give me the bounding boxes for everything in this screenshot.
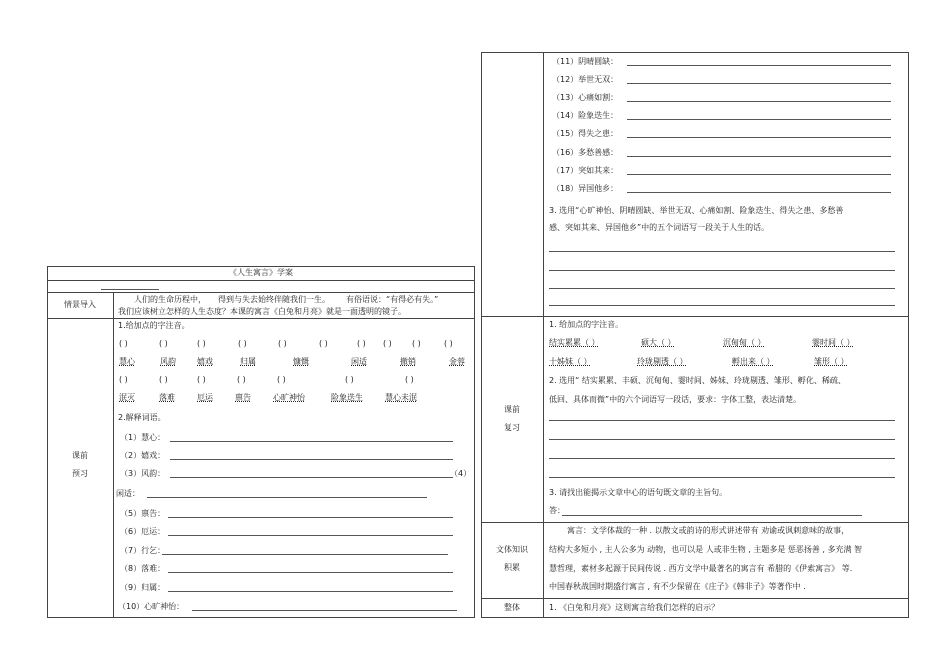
intro-text: 有俗语说：“有得必有失。” [346,295,439,304]
answer-line[interactable] [627,137,891,138]
term-label: （18）异国他乡： [552,184,619,193]
review-question-2: 2. 选用“ 结实累累、丰硕、沉甸甸、霎时间、姊妹、玲珑剔透、雏形、孵化、稀疏、 [549,376,846,385]
genre-text: 中国春秋战国时期盛行寓言 , 有不少保留在《庄子》《韩非子》等著作中 . [549,582,806,591]
writing-line[interactable] [549,305,895,306]
review-label: 课前 [504,405,520,414]
answer-line[interactable] [627,192,891,193]
pinyin-blank[interactable]: ( ) [405,375,414,384]
vocab-word: 禀告 [235,393,251,402]
answer-line[interactable] [168,591,453,592]
vocab-word: 风韵 [160,357,176,366]
pinyin-item[interactable]: 玲珑剔透（ ） [637,357,688,366]
term-label: 闲适： [116,489,140,498]
pinyin-item[interactable]: 结实累累（ ） [549,338,600,347]
answer-line[interactable] [168,517,453,518]
vocab-word: 心旷神怡 [273,393,305,402]
page-title: 《人生寓言》学案 [229,268,293,277]
question-3: 感、突如其来、异国他乡”中的五个词语写一段关于人生的话。 [549,223,770,232]
vocab-word: 泯灭 [119,393,135,402]
answer-line[interactable] [627,174,891,175]
term-label: （10）心旷神怡： [118,602,185,611]
writing-line[interactable] [549,251,895,252]
term-label: （15）得失之患： [552,129,619,138]
writing-line[interactable] [549,288,895,289]
pinyin-blank[interactable]: ( ) [119,375,128,384]
divider [481,522,909,523]
term-number: （4） [450,469,472,478]
answer-line[interactable] [168,572,453,573]
pinyin-item[interactable]: 雏形（ ） [814,357,849,366]
vocab-word: 金蓉 [449,357,465,366]
term-label: （2）嬉戏： [120,451,166,460]
pinyin-blank[interactable]: ( ) [159,339,168,348]
answer-label: 答： [549,506,565,515]
vocab-word: 慷慨 [293,357,309,366]
term-label: （14）险象迭生： [552,111,619,120]
pinyin-blank[interactable]: ( ) [238,339,247,348]
genre-label: 积累 [504,563,520,572]
term-label: （12）举世无双： [552,75,619,84]
intro-text: 人们的生命历程中， [134,295,206,304]
genre-text: 慧哲理，素材多起源于民间传说 . 西方文学中最著名的寓言有 希腊的《伊索寓言》 等. [549,564,853,573]
answer-line[interactable] [192,610,457,611]
vocab-word: 归属 [240,357,256,366]
review-question-1: 1. 给加点的字注音。 [549,320,624,329]
term-label: （1）慧心： [120,433,166,442]
pinyin-blank[interactable]: ( ) [412,339,421,348]
vocab-word: 险象迭生 [331,393,363,402]
term-label: （3）风韵： [120,469,166,478]
whole-question-1: 1. 《白兔和月亮》这则寓言给我们怎样的启示？ [549,603,720,612]
term-label: （6）厄运： [120,527,166,536]
preview-label: 课前 [72,451,88,460]
pinyin-blank[interactable]: ( ) [357,339,366,348]
pinyin-item[interactable]: 十姊妹（ ） [549,357,592,366]
question-2: 2.解释词语。 [118,413,166,422]
blank-line [101,289,159,290]
answer-line[interactable] [627,65,891,66]
term-label: （16）多愁善感： [552,148,619,157]
question-1: 1.给加点的字注音。 [118,321,190,330]
vocab-word: 闲适 [351,357,367,366]
pinyin-blank[interactable]: ( ) [444,339,453,348]
intro-text: 我们应该树立怎样的人生态度？本课的寓言《白兔和月亮》就是一面透明的镜子。 [118,307,406,316]
divider [47,280,475,281]
writing-line[interactable] [549,439,895,440]
divider [113,292,114,618]
term-label: （17）突如其来： [552,166,619,175]
term-label: （5）禀告： [120,509,166,518]
vocab-word: 撤销 [400,357,416,366]
genre-text: 结构大多短小 , 主人公多为 动物，也可以是 人或非生物 , 主题多是 惩恶扬善 , 多充满 智 [549,545,863,554]
pinyin-blank[interactable]: ( ) [278,339,287,348]
pinyin-blank[interactable]: ( ) [119,339,128,348]
review-question-3: 3. 请找出能揭示文章中心的语句既文章的主旨句。 [549,488,728,497]
vocab-word: 嬉戏 [197,357,213,366]
writing-line[interactable] [549,270,895,271]
answer-line[interactable] [170,441,453,442]
term-label: （13）心痛如割： [552,93,619,102]
term-label: （8）落难： [120,564,166,573]
pinyin-blank[interactable]: ( ) [159,375,168,384]
term-label: （11）阴晴圆缺： [552,57,619,66]
pinyin-item[interactable]: 硕大（ ） [641,338,676,347]
answer-line[interactable] [147,497,427,498]
review-label: 复习 [504,423,520,432]
writing-line[interactable] [549,420,895,421]
pinyin-blank[interactable]: ( ) [197,375,206,384]
answer-line[interactable] [170,477,453,478]
genre-text: 寓言：文学体裁的一种 . 以散文或韵诗的形式讲述带有 劝谕或讽刺意味的故事， [567,526,850,535]
answer-line[interactable] [168,535,453,536]
genre-label: 文体知识 [496,545,528,554]
answer-line[interactable] [627,101,891,102]
whole-label: 整体 [504,603,520,612]
vocab-word: 厄运 [197,393,213,402]
pinyin-item[interactable]: 霎时间（ ） [812,338,855,347]
preview-label: 预习 [72,469,88,478]
vocab-word: 慧心 [119,357,135,366]
answer-line[interactable] [627,156,891,157]
divider [47,292,475,293]
answer-line[interactable] [170,459,453,460]
answer-line[interactable] [162,554,448,555]
review-question-2: 低回、具体而微”中的六个词语写一段话，要求：字体工整，表达清楚。 [549,395,802,404]
pinyin-item[interactable]: 孵出来（ ） [732,357,775,366]
vocab-word: 慧心未泯 [385,393,417,402]
pinyin-item[interactable]: 沉甸甸（ ） [723,338,766,347]
pinyin-blank[interactable]: ( ) [277,375,286,384]
pinyin-blank[interactable]: ( ) [319,339,328,348]
pinyin-blank[interactable]: ( ) [237,375,246,384]
question-3: 3. 选用“心旷神怡、阴晴圆缺、举世无双、心痛如割、险象迭生、得失之患、多愁善 [549,206,844,215]
term-label: （7）行乞： [120,546,166,555]
answer-line[interactable] [627,119,891,120]
pinyin-blank[interactable]: ( ) [345,375,354,384]
term-label: （9）归属： [120,583,166,592]
pinyin-blank[interactable]: ( ) [383,339,392,348]
divider [481,598,909,599]
answer-line[interactable] [562,515,862,516]
divider [47,318,475,319]
answer-line[interactable] [627,83,891,84]
writing-line[interactable] [549,458,895,459]
divider [481,316,909,317]
vocab-word: 落难 [159,393,175,402]
intro-label: 情景导入 [64,300,96,309]
writing-line[interactable] [549,477,895,478]
divider [543,52,544,618]
intro-text: 得到与失去始终伴随我们一生。 [218,295,330,304]
pinyin-blank[interactable]: ( ) [197,339,206,348]
